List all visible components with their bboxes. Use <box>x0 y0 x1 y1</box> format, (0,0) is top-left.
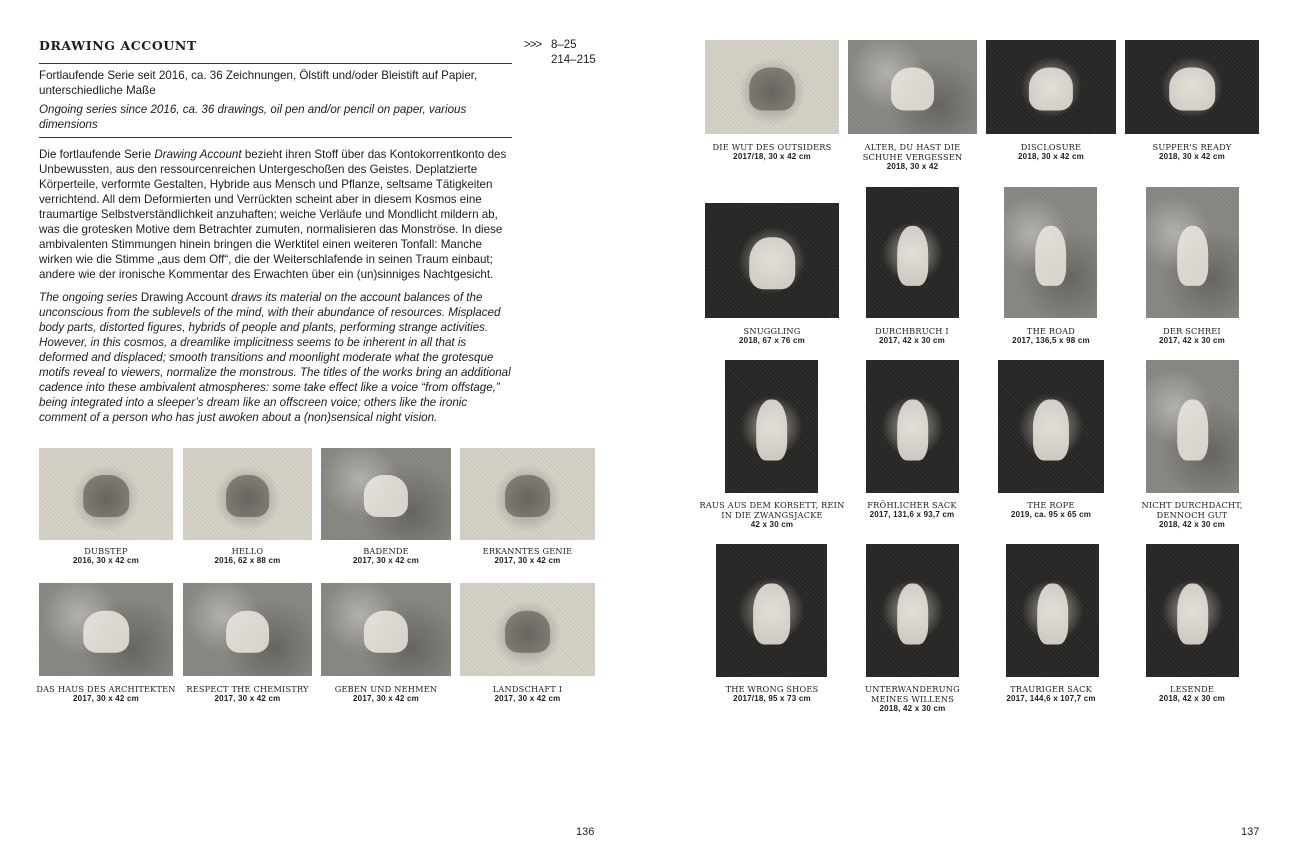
artwork-image <box>705 40 839 134</box>
artwork-details: 2017/18, 30 x 42 cm <box>733 152 811 161</box>
body-english <box>39 290 512 425</box>
artwork-title: DIE WUT DES OUTSIDERS <box>712 142 832 152</box>
artwork-details: 2017, 42 x 30 cm <box>1159 336 1225 345</box>
artwork-caption <box>979 142 1123 162</box>
artwork-caption <box>176 546 319 566</box>
body-german-text: bezieht ihren Stoff über das Kontokorrentkonto des Unbewussten, aus den ressourcenreichen Untergeschoßen des Geistes. Deplatzierte Körperteile, verformte Gestalten, Hybride aus Mensch und Pflanze, seltsame Tätigkeiten verrichtend. All dem Deformierten und Verrückten scheint aber in diesem Kosmos eine traumartige Selbstverständlichkeit anzuhaften; weiche Verläufe und Mondlicht mildern ab, was die grotesken Motive dem Betrachter zumuten, normalisieren das Monströse. In diese ambivalenten Stimmungen hinein bringen die Werktitel einen weiteren Tonfall: Manche wirken wie die Stimme „aus dem Off“, die der Weiterschlafende in seinen Traum einbaut; andere wie der ironische Kommentar des Erwachten über ein (un)sinniges Nachtgesicht. <box>39 148 507 281</box>
artwork-details: 2018, 30 x 42 cm <box>1018 152 1084 161</box>
title-rule <box>39 63 512 64</box>
artwork-caption <box>1120 684 1264 704</box>
artwork-caption <box>850 142 975 172</box>
artwork-image <box>1146 544 1239 677</box>
artwork-title: HELLO <box>231 546 264 556</box>
artwork-title: GEBEN UND NEHMEN <box>334 684 438 694</box>
artwork-caption <box>979 684 1123 704</box>
artwork-image <box>866 187 959 318</box>
artwork-caption <box>979 326 1123 346</box>
artwork-caption <box>700 142 844 162</box>
artwork-caption <box>34 546 178 566</box>
artwork-title: DER SCHREI <box>1163 326 1221 336</box>
body-german-work-title: Drawing Account <box>154 148 242 161</box>
page-number-right: 137 <box>1241 826 1260 838</box>
reference-range-1: 8–25 <box>551 39 577 51</box>
artwork-image <box>321 448 451 540</box>
artwork-image <box>183 583 312 676</box>
artwork-caption <box>174 684 321 704</box>
artwork-title: SUPPER'S READY <box>1152 142 1232 152</box>
artwork-image <box>1146 187 1239 318</box>
artwork-title: DUBSTEP <box>84 546 128 556</box>
artwork-caption <box>30 684 182 704</box>
artwork-image <box>1006 544 1099 677</box>
artwork-image <box>460 583 595 676</box>
artwork-image <box>183 448 312 540</box>
artwork-details: 2019, ca. 95 x 65 cm <box>1010 510 1092 519</box>
page-number-left: 136 <box>576 826 595 838</box>
artwork-caption <box>694 500 850 530</box>
artwork-details: 2017, 30 x 42 cm <box>353 556 419 565</box>
artwork-title: UNTERWANDERUNG MEINES WILLENS <box>865 684 960 704</box>
meta-german: Fortlaufende Serie seit 2016, ca. 36 Zeichnungen, Ölstift und/oder Bleistift auf Papier, unterschiedliche Maße <box>39 69 478 97</box>
artwork-caption <box>314 546 458 566</box>
artwork-caption <box>840 500 984 520</box>
artwork-image <box>460 448 595 540</box>
artwork-title: RAUS AUS DEM KORSETT, REIN IN DIE ZWANGSJACKE <box>699 500 845 520</box>
right-page <box>650 0 1299 866</box>
artwork-title: TRAURIGER SACK <box>1010 684 1092 694</box>
left-page <box>0 0 649 866</box>
artwork-title: THE ROAD <box>1026 326 1076 336</box>
artwork-title: ERKANNTES GENIE <box>482 546 573 556</box>
artwork-image <box>39 583 173 676</box>
reference-pages <box>551 38 596 68</box>
artwork-title: SNUGGLING <box>743 326 801 336</box>
body-english-intro: The ongoing series <box>39 291 141 304</box>
artwork-image <box>848 40 977 134</box>
artwork-image <box>321 583 451 676</box>
artwork-image <box>1125 40 1259 134</box>
section-title: DRAWING ACCOUNT <box>39 38 197 53</box>
artwork-caption <box>700 684 844 704</box>
artwork-image <box>1146 360 1239 493</box>
artwork-details: 2016, 30 x 42 cm <box>73 556 139 565</box>
artwork-details: 42 x 30 cm <box>750 520 794 529</box>
artwork-details: 2017, 131,6 x 93,7 cm <box>869 510 955 519</box>
artwork-image <box>39 448 173 540</box>
artwork-caption <box>1130 500 1254 530</box>
artwork-details: 2017, 42 x 30 cm <box>879 336 945 345</box>
body-german-intro: Die fortlaufende Serie <box>39 148 155 161</box>
artwork-image <box>866 360 959 493</box>
reference-range-2: 214–215 <box>551 54 596 66</box>
artwork-details: 2018, 67 x 76 cm <box>739 336 805 345</box>
artwork-details: 2017, 136,5 x 98 cm <box>1012 336 1090 345</box>
artwork-details: 2018, 42 x 30 cm <box>1159 694 1225 703</box>
artwork-caption <box>455 684 600 704</box>
artwork-image <box>998 360 1104 493</box>
artwork-caption <box>840 326 984 346</box>
artwork-title: DAS HAUS DES ARCHITEKTEN <box>36 684 176 694</box>
meta-rule <box>39 137 512 138</box>
artwork-image <box>716 544 827 677</box>
artwork-details: 2017, 30 x 42 cm <box>214 694 281 703</box>
artwork-details: 2017, 30 x 42 cm <box>73 694 139 703</box>
artwork-title: ALTER, DU HAST DIE SCHUHE VERGESSEN <box>862 142 963 162</box>
reference-arrows-icon: >>> <box>524 39 542 51</box>
artwork-details: 2018, 30 x 42 cm <box>1159 152 1225 161</box>
artwork-title: RESPECT THE CHEMISTRY <box>186 684 309 694</box>
artwork-caption <box>314 684 458 704</box>
artwork-caption <box>455 546 600 566</box>
artwork-caption <box>700 326 844 346</box>
artwork-image <box>705 203 839 318</box>
body-english-text: draws its material on the account balances of the unconscious from the sublevels of the mind, with their abundance of resources. Misplaced body parts, distorted figures, hybrids of people and plants, performing strange activities. However, in this cosmos, a dreamlike implicitness seems to be inherent in all that is deformed and displaced; smooth transitions and moonlight moderate what the grotesque motifs reveal to viewers, normalize the monstrous. The titles of the works bring an additional cadence into these ambivalent atmospheres: some take effect like a voice “from offstage,” being integrated into a sleeper’s dream like an offscreen voice; others like the ironic comment of a person who has just awoken about a (non)sensical night vision. <box>39 291 511 424</box>
artwork-title: LESENDE <box>1169 684 1215 694</box>
artwork-title: DURCHBRUCH I <box>875 326 949 336</box>
artwork-details: 2017/18, 95 x 73 cm <box>733 694 811 703</box>
body-german <box>39 147 512 282</box>
artwork-details: 2017, 144,6 x 107,7 cm <box>1006 694 1096 703</box>
artwork-caption <box>979 500 1123 520</box>
artwork-caption <box>850 684 975 714</box>
artwork-title: BADENDE <box>363 546 409 556</box>
artwork-details: 2018, 30 x 42 <box>886 162 939 171</box>
artwork-details: 2017, 30 x 42 cm <box>353 694 419 703</box>
artwork-title: DISCLOSURE <box>1020 142 1082 152</box>
artwork-title: THE ROPE <box>1027 500 1075 510</box>
meta-english: Ongoing series since 2016, ca. 36 drawings, oil pen and/or pencil on paper, various dimensions <box>39 103 467 131</box>
artwork-details: 2018, 42 x 30 cm <box>879 704 946 713</box>
artwork-title: NICHT DURCHDACHT, DENNOCH GUT <box>1141 500 1243 520</box>
artwork-title: FRÖHLICHER SACK <box>867 500 957 510</box>
artwork-details: 2017, 30 x 42 cm <box>494 694 561 703</box>
artwork-details: 2016, 62 x 88 cm <box>214 556 281 565</box>
artwork-caption <box>1120 326 1264 346</box>
artwork-title: THE WRONG SHOES <box>725 684 819 694</box>
artwork-image <box>725 360 818 493</box>
artwork-title: LANDSCHAFT I <box>492 684 563 694</box>
artwork-image <box>986 40 1116 134</box>
body-english-work-title: Drawing Account <box>140 291 228 304</box>
artwork-details: 2017, 30 x 42 cm <box>494 556 561 565</box>
artwork-details: 2018, 42 x 30 cm <box>1159 520 1225 529</box>
artwork-caption <box>1120 142 1264 162</box>
artwork-image <box>1004 187 1097 318</box>
artwork-image <box>866 544 959 677</box>
